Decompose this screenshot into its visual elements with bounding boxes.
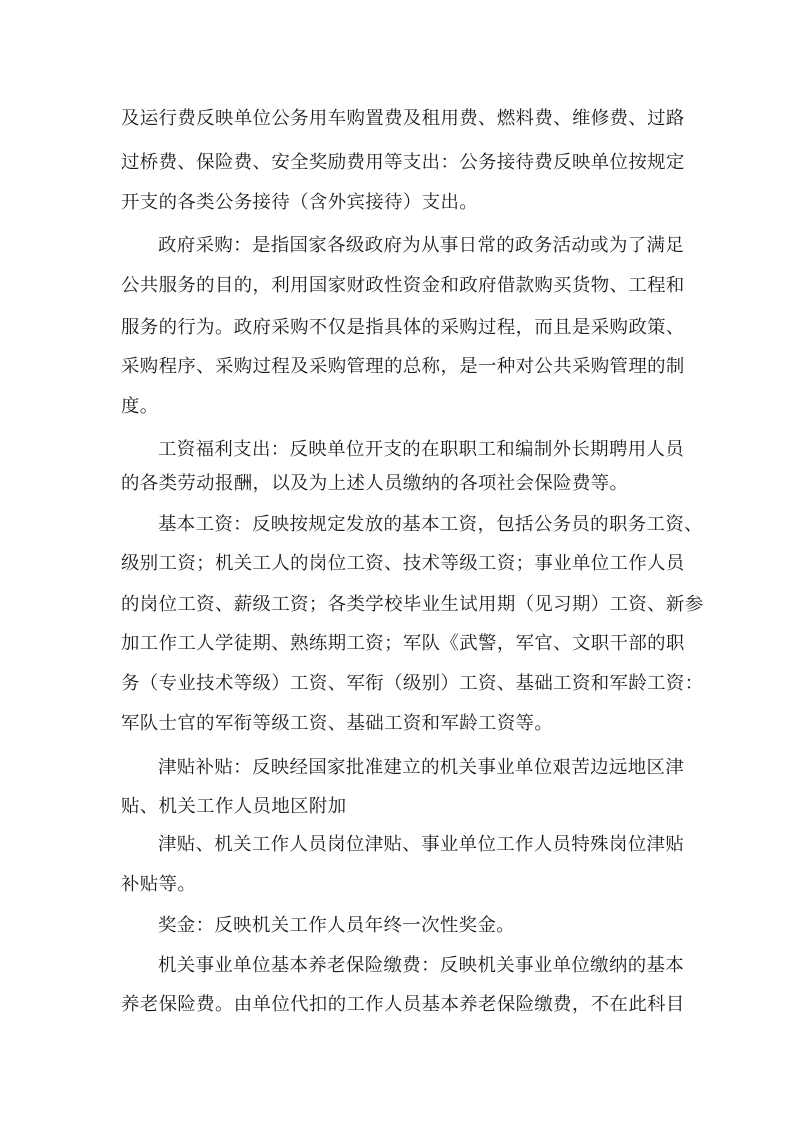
text-line: 加工作工人学徒期、熟练期工资；军队《武警，军官、文职干部的职 [121, 633, 685, 654]
text-line: 的岗位工资、薪级工资；各类学校毕业生试用期（见习期）工资、新参 [121, 594, 704, 615]
paragraph-start-line: 机关事业单位基本养老保险缴费：反映机关事业单位缴纳的基本 [158, 955, 685, 976]
paragraph-start-line: 基本工资：反映按规定发放的基本工资，包括公务员的职务工资、 [158, 514, 703, 535]
text-line: 养老保险费。由单位代扣的工作人员基本养老保险缴费，不在此科目 [121, 994, 685, 1015]
paragraph-start-line: 津贴、机关工作人员岗位津贴、事业单位工作人员特殊岗位津贴 [158, 834, 685, 855]
text-line: 过桥费、保险费、安全奖励费用等支出：公务接待费反映单位按规定 [121, 152, 685, 173]
text-line: 级别工资；机关工人的岗位工资、技术等级工资；事业单位工作人员 [121, 553, 685, 574]
text-line: 及运行费反映单位公务用车购置费及租用费、燃料费、维修费、过路 [121, 108, 685, 129]
text-line: 军队士官的军衔等级工资、基础工资和军龄工资等。 [121, 713, 554, 734]
text-line: 公共服务的目的，利用国家财政性资金和政府借款购买货物、工程和 [121, 275, 685, 296]
text-line: 务（专业技术等级）工资、军衔（级别）工资、基础工资和军龄工资： [121, 673, 704, 694]
text-line: 服务的行为。政府采购不仅是指具体的采购过程，而且是采购政策、 [121, 317, 685, 338]
paragraph-start-line: 政府采购：是指国家各级政府为从事日常的政务活动或为了满足 [158, 235, 685, 256]
text-line: 的各类劳动报酬，以及为上述人员缴纳的各项社会保险费等。 [121, 473, 629, 494]
text-line: 采购程序、采购过程及采购管理的总称，是一种对公共采购管理的制 [121, 356, 685, 377]
text-line: 补贴等。 [121, 874, 197, 895]
text-line: 开支的各类公务接待（含外宾接待）支出。 [121, 192, 479, 213]
text-line: 贴、机关工作人员地区附加 [121, 796, 347, 817]
text-line: 度。 [121, 396, 159, 417]
paragraph-start-line: 津贴补贴：反映经国家批准建立的机关事业单位艰苦边远地区津 [158, 757, 685, 778]
paragraph-start-line: 奖金：反映机关工作人员年终一次性奖金。 [158, 915, 516, 936]
paragraph-start-line: 工资福利支出：反映单位开支的在职职工和编制外长期聘用人员 [158, 439, 685, 460]
